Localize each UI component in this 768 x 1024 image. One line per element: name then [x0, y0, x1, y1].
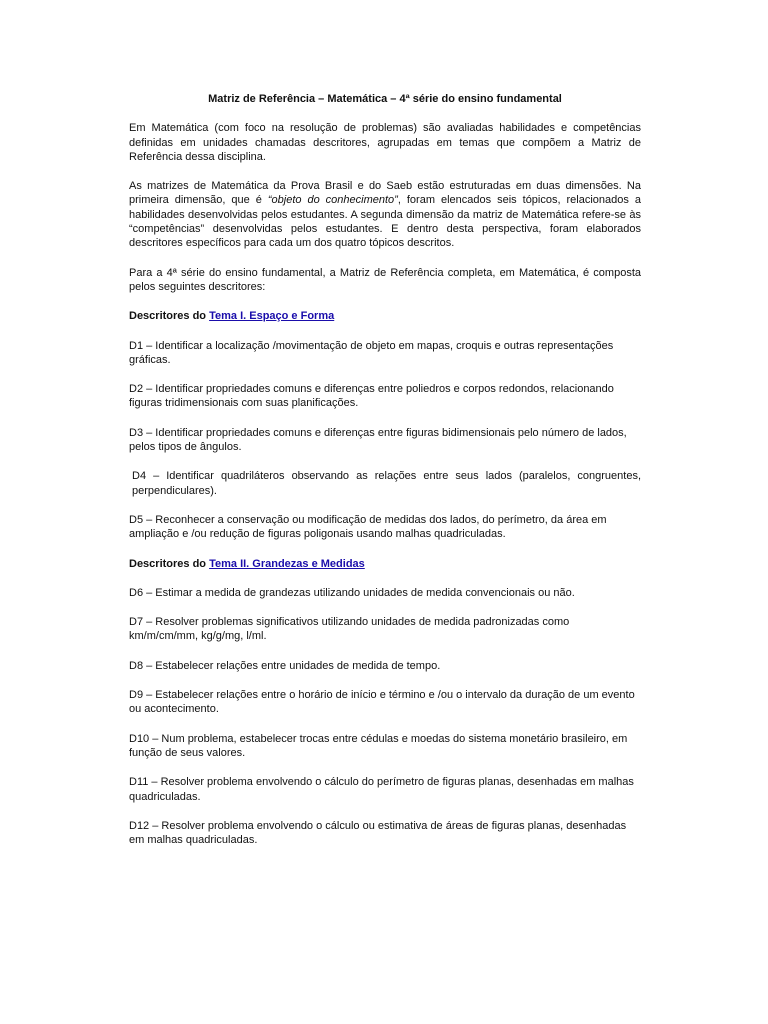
intro-paragraph-2 [129, 179, 641, 250]
tema-1-link[interactable]: Tema I. Espaço e Forma [209, 310, 335, 323]
intro-paragraph-2-end: , foram elencados seis tópicos, relacionados a habilidades desenvolvidas pelos estudantes. A segunda dimensão da matriz de Matemática refere-se às “competências” desenvolvidas pelos estudantes. E dentro desta perspectiva, foram elaborados descritores específicos para cada um dos quatro tópicos descritos. [129, 194, 641, 250]
section-heading-prefix: Descritores do [129, 310, 210, 323]
tema-2-link[interactable]: Tema II. Grandezas e Medidas [209, 557, 365, 570]
descriptor-d6: D6 – Estimar a medida de grandezas utilizando unidades de medida convencionais ou não. [129, 586, 575, 599]
document-page [129, 92, 641, 862]
descriptor-d7: D7 – Resolver problemas significativos utilizando unidades de medida padronizadas como km/m/cm/mm, kg/g/mg, l/ml. [129, 616, 570, 643]
descriptor-d4: D4 – Identificar quadriláteros observando as relações entre seus lados (paralelos, congruentes, perpendiculares). [132, 470, 641, 497]
intro-paragraph-1: Em Matemática (com foco na resolução de problemas) são avaliadas habilidades e competências definidas em unidades chamadas descritores, agrupadas em temas que compõem a Matriz de Referência dessa disciplina. [129, 122, 641, 163]
descriptor-d3: D3 – Identificar propriedades comuns e diferenças entre figuras bidimensionais pelo número de lados, pelos tipos de ângulos. [129, 426, 627, 454]
section-heading-tema-2 [129, 557, 641, 571]
descriptor-d9: D9 – Estabelecer relações entre o horário de início e término e /ou o intervalo da duração de um evento ou acontecimento. [129, 689, 635, 716]
section-heading-prefix: Descritores do [129, 557, 210, 570]
descriptor-d8: D8 – Estabelecer relações entre unidades de medida de tempo. [129, 659, 441, 672]
document-title: Matriz de Referência – Matemática – 4ª série do ensino fundamental [208, 93, 562, 105]
descriptor-d2: D2 – Identificar propriedades comuns e diferenças entre poliedros e corpos redondos, relacionando figuras tridimensionais com suas planificações. [129, 383, 614, 410]
intro-paragraph-2-start: As matrizes de Matemática da Prova Brasil e do Saeb estão estruturadas em duas dimensões. Na primeira dimensão, que é [129, 180, 641, 207]
descriptor-d1: D1 – Identificar a localização /movimentação de objeto em mapas, croquis e outras representações gráficas. [129, 339, 614, 366]
descriptor-d12: D12 – Resolver problema envolvendo o cálculo ou estimativa de áreas de figuras planas, desenhadas em malhas quadriculadas. [129, 819, 627, 847]
intro-paragraph-2-emphasis: “objeto do conhecimento” [267, 194, 398, 207]
descriptor-d10: D10 – Num problema, estabelecer trocas entre cédulas e moedas do sistema monetário brasileiro, em função de seus valores. [129, 732, 628, 759]
descriptor-d5: D5 – Reconhecer a conservação ou modificação de medidas dos lados, do perímetro, da área em ampliação e /ou redução de figuras poligonais usando malhas quadriculadas. [129, 513, 607, 541]
section-heading-tema-1 [129, 309, 641, 323]
descriptor-d11: D11 – Resolver problema envolvendo o cálculo do perímetro de figuras planas, desenhadas em malhas quadriculadas. [129, 776, 634, 803]
intro-paragraph-3: Para a 4ª série do ensino fundamental, a Matriz de Referência completa, em Matemática, é composta pelos seguintes descritores: [129, 266, 641, 293]
